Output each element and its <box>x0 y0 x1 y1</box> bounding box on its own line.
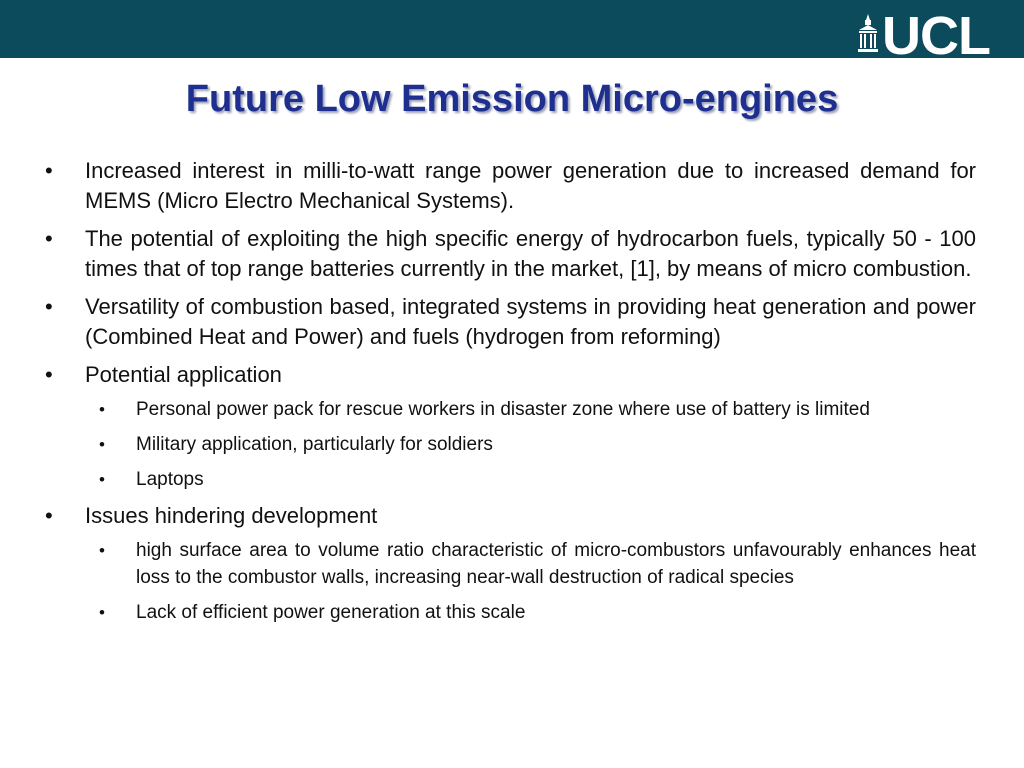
sub-bullet-laptops: • Laptops <box>85 466 976 493</box>
slide-content <box>42 156 976 634</box>
bullet-list <box>42 156 976 626</box>
issues-label: Issues hindering development <box>85 503 378 528</box>
slide-title: Future Low Emission Micro-engines <box>185 78 839 120</box>
sub-bullet-heat-loss: • high surface area to volume ratio characteristic of micro-combustors unfavourably enhances heat loss to the combustor walls, increasing near-wall destruction of radical species <box>85 537 976 591</box>
potential-application-sublist <box>85 396 976 493</box>
bullet-issues <box>42 501 976 626</box>
logo-text: UCL <box>882 6 990 66</box>
issues-sublist <box>85 537 976 626</box>
sub-bullet-power-generation: • Lack of efficient power generation at this scale <box>85 599 976 626</box>
header-bar <box>0 0 1024 66</box>
sub-bullet-military: • Military application, particularly for soldiers <box>85 431 976 458</box>
ucl-logo <box>858 6 990 66</box>
sub-bullet-power-pack: • Personal power pack for rescue workers in disaster zone where use of battery is limited <box>85 396 976 423</box>
bullet-versatility: • Versatility of combustion based, integrated systems in providing heat generation and power (Combined Heat and Power) and fuels (hydrogen from reforming) <box>42 292 976 352</box>
potential-application-label: Potential application <box>85 362 282 387</box>
bullet-mems-interest: • Increased interest in milli-to-watt range power generation due to increased demand for MEMS (Micro Electro Mechanical Systems). <box>42 156 976 216</box>
portico-icon <box>858 14 878 54</box>
bullet-potential-application <box>42 360 976 493</box>
bullet-hydrocarbon-energy: • The potential of exploiting the high specific energy of hydrocarbon fuels, typically 50 - 100 times that of top range batteries currently in the market, [1], by means of micro combustion. <box>42 224 976 284</box>
